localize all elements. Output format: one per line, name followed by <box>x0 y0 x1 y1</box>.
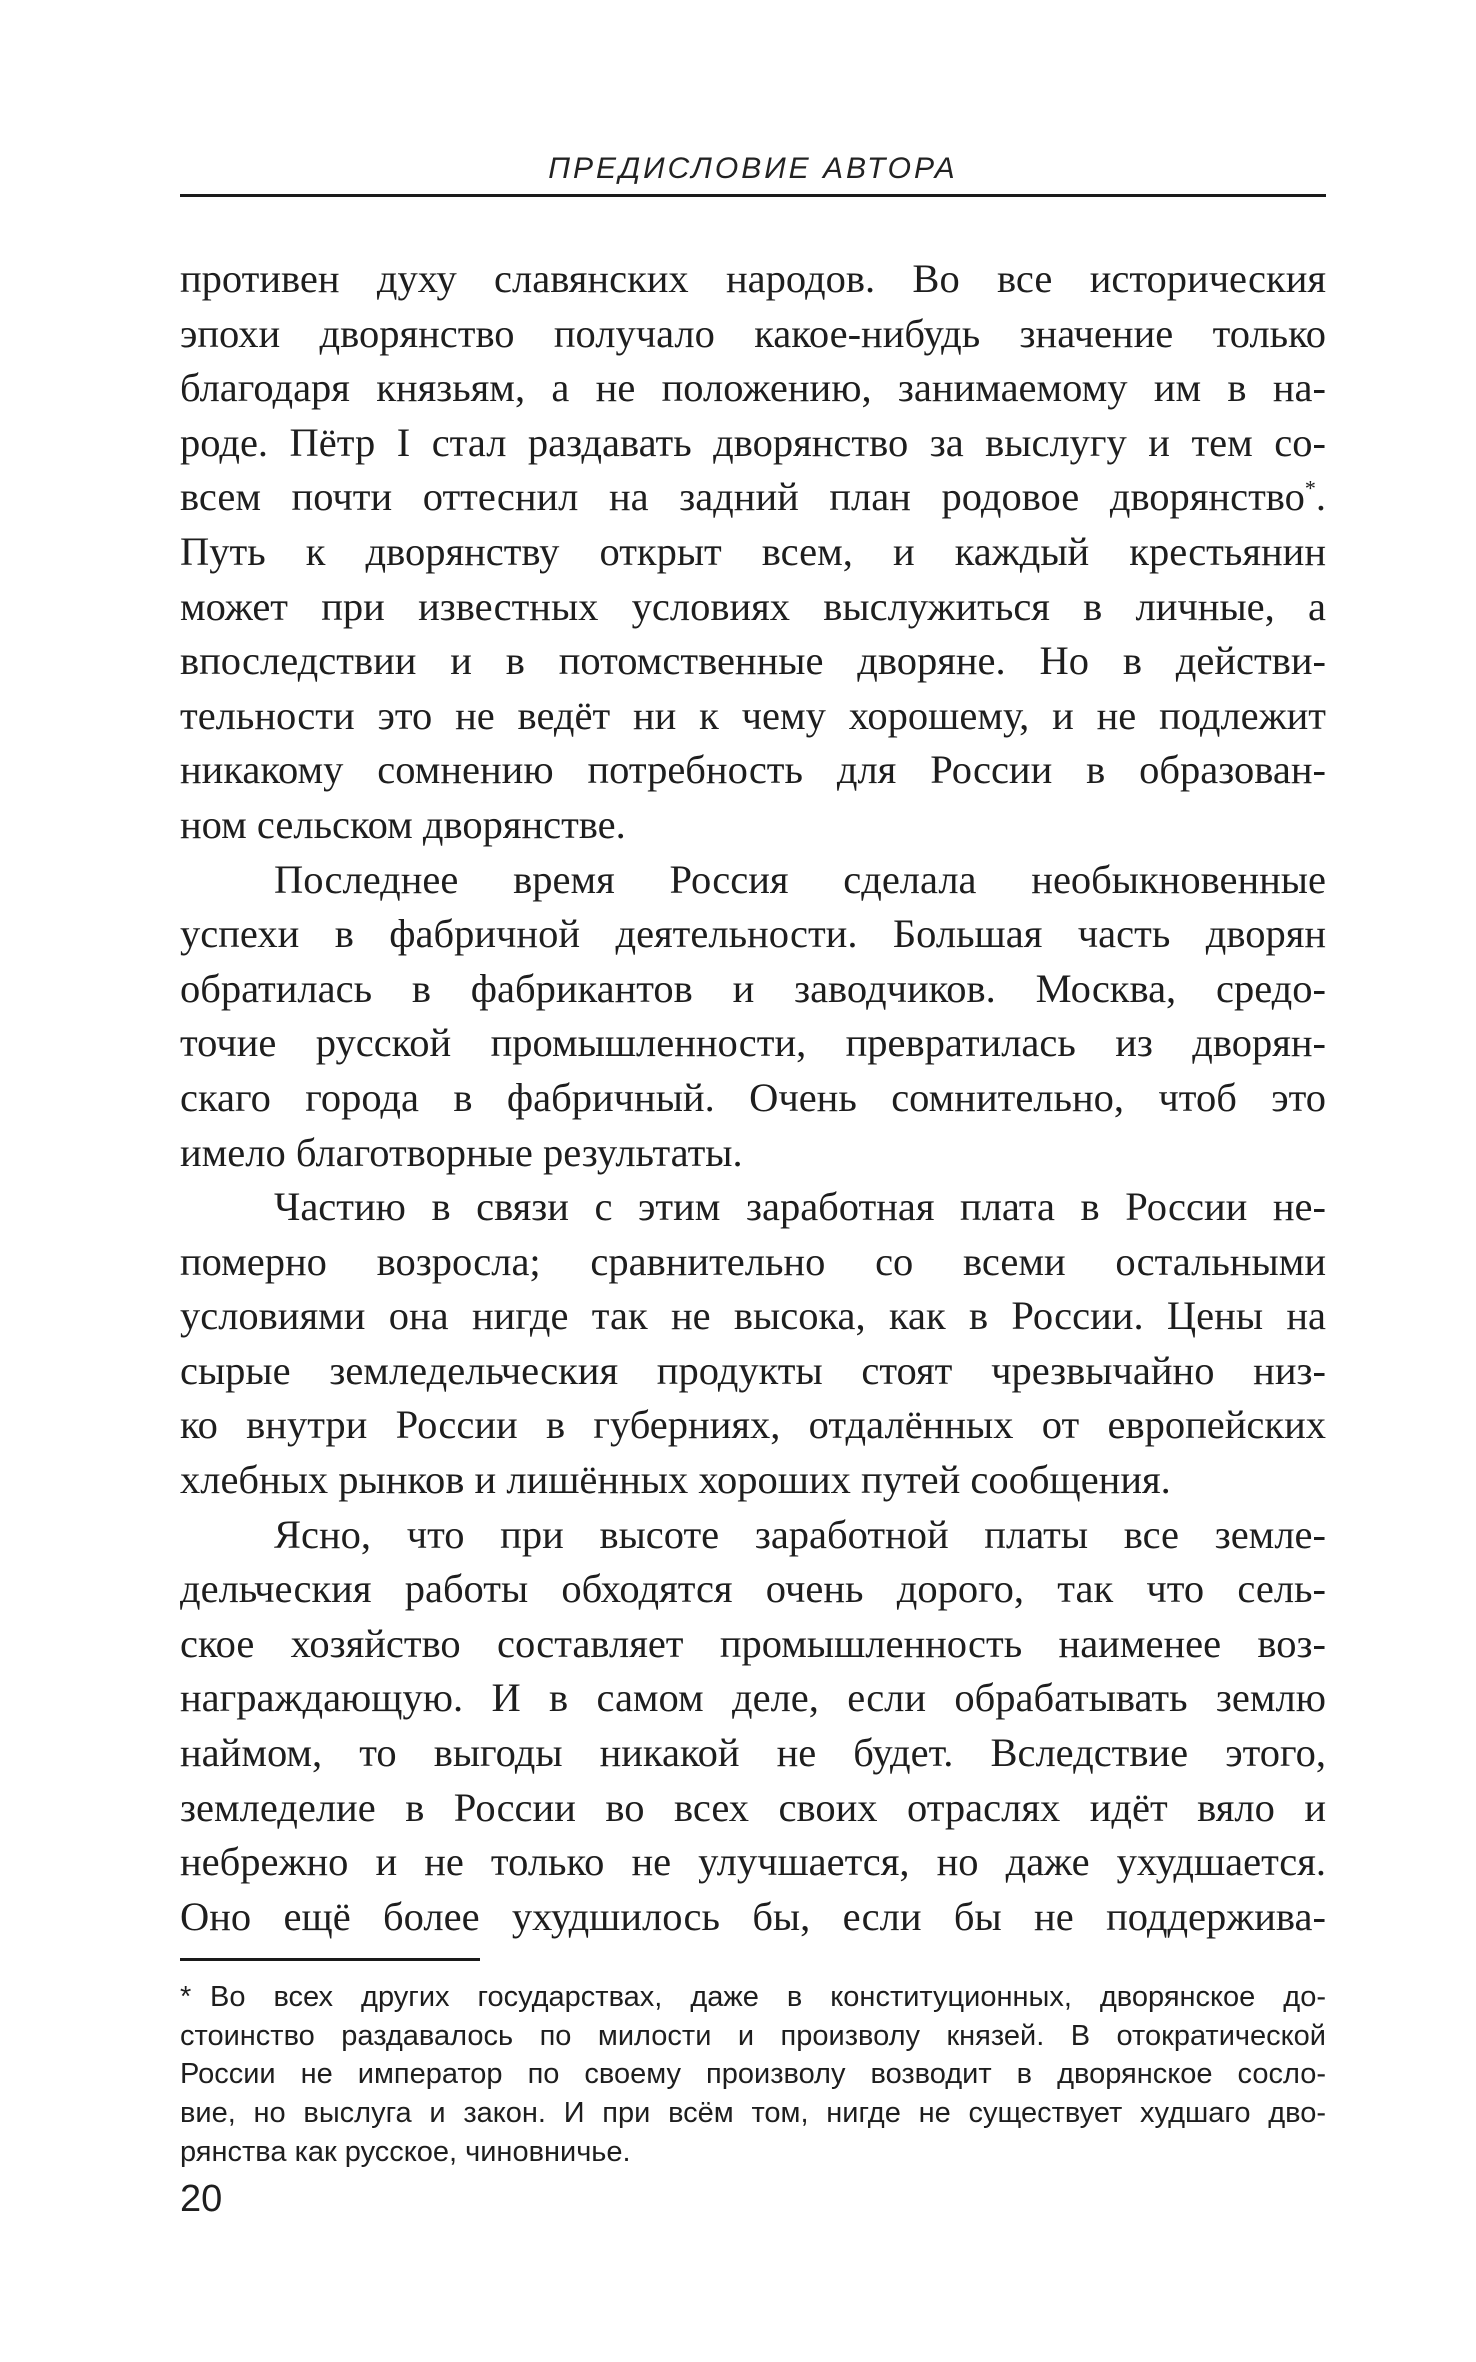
running-head: ПРЕДИСЛОВИЕ АВТОРА <box>548 152 958 185</box>
footnote <box>180 1978 1326 2172</box>
text-line: Оно ещё более ухудшилось бы, если бы не поддержива- <box>180 1893 1326 1939</box>
text-line: Ясно, что при высоте заработной платы все земле- <box>274 1511 1326 1557</box>
footnote-line: стоинство раздавалось по милости и произволу князей. В отократической <box>180 2019 1326 2052</box>
text-line: померно возросла; сравнительно со всеми остальными <box>180 1238 1326 1284</box>
footnote-line <box>180 1978 1326 2017</box>
text-line: роде. Пётр I стал раздавать дворянство за выслугу и тем со- <box>180 419 1326 465</box>
text-line: может при известных условиях выслужиться в личные, а <box>180 583 1326 629</box>
text-line: небрежно и не только не улучшается, но даже ухудшается. <box>180 1839 1326 1885</box>
text-line: Частию в связи с этим заработная плата в России не- <box>274 1184 1326 1230</box>
text-line: впоследствии и в потомственные дворяне. Но в действи- <box>180 638 1326 684</box>
paragraph-2 <box>180 853 1326 1181</box>
text-line: Путь к дворянству открыт всем, и каждый крестьянин <box>180 528 1326 574</box>
text-line: сырые земледельческия продукты стоят чрезвычайно низ- <box>180 1347 1326 1393</box>
text-line: награждающую. И в самом деле, если обрабатывать землю <box>180 1675 1326 1721</box>
footnote-line: рянства как русское, чиновничье. <box>180 2135 631 2168</box>
text-line: противен духу славянских народов. Во все историческия <box>180 256 1326 301</box>
text-line: имело благотворные результаты. <box>180 1129 743 1175</box>
text-line: ко внутри России в губерниях, отдалённых от европейских <box>180 1402 1326 1448</box>
footnote-mark: * <box>180 1981 192 2013</box>
text-line: земледелие в России во всех своих отраслях идёт вяло и <box>180 1784 1326 1830</box>
text-line: точие русской промышленности, превратилась из дворян- <box>180 1020 1326 1066</box>
text-line: условиями она нигде так не высока, как в России. Цены на <box>180 1293 1326 1339</box>
text-line: Последнее время Россия сделала необыкновенные <box>274 856 1326 902</box>
text-line-punctuation: . <box>1315 474 1326 520</box>
text-line: тельности это не ведёт ни к чему хорошему, и не подлежит <box>180 692 1326 738</box>
text-line: наймом, то выгоды никакой не будет. Вследствие этого, <box>180 1730 1326 1776</box>
text-line: ном сельском дворянстве. <box>180 801 626 847</box>
footnote-line: России не император по своему произволу возводит в дворянское сосло- <box>180 2058 1326 2091</box>
text-line-fragment: всем почти оттеснил на задний план родовое дворянство <box>180 474 1305 520</box>
text-line: никакому сомнению потребность для России в образован- <box>180 747 1326 793</box>
text-line: скаго города в фабричный. Очень сомнительно, чтоб это <box>180 1074 1326 1120</box>
text-line: хлебных рынков и лишённых хороших путей сообщения. <box>180 1457 1171 1503</box>
text-line: дельческия работы обходятся очень дорого, так что сель- <box>180 1566 1326 1612</box>
header-rule <box>180 194 1326 197</box>
text-line-with-footnote <box>180 470 1326 525</box>
footnote-reference[interactable]: * <box>1304 475 1316 501</box>
text-line: эпохи дворянство получало какое-нибудь значение только <box>180 310 1326 356</box>
text-line: благодаря князьям, а не положению, занимаемому им в на- <box>180 365 1326 411</box>
footnote-line-text: Во всех других государствах, даже в конституционных, дворянское до- <box>210 1981 1326 2013</box>
page-number: 20 <box>180 2178 223 2220</box>
footnote-rule <box>180 1958 480 1961</box>
footnote-line: вие, но выслуга и закон. И при всём том, нигде не существует худшаго дво- <box>180 2097 1326 2130</box>
paragraph-1 <box>180 252 1326 853</box>
text-line: ское хозяйство составляет промышленность наименее воз- <box>180 1620 1326 1666</box>
text-line: обратилась в фабрикантов и заводчиков. Москва, средо- <box>180 965 1326 1011</box>
body-text <box>180 252 1326 1944</box>
text-line: успехи в фабричной деятельности. Большая часть дворян <box>180 911 1326 957</box>
paragraph-4 <box>180 1508 1326 1945</box>
paragraph-3 <box>180 1180 1326 1508</box>
